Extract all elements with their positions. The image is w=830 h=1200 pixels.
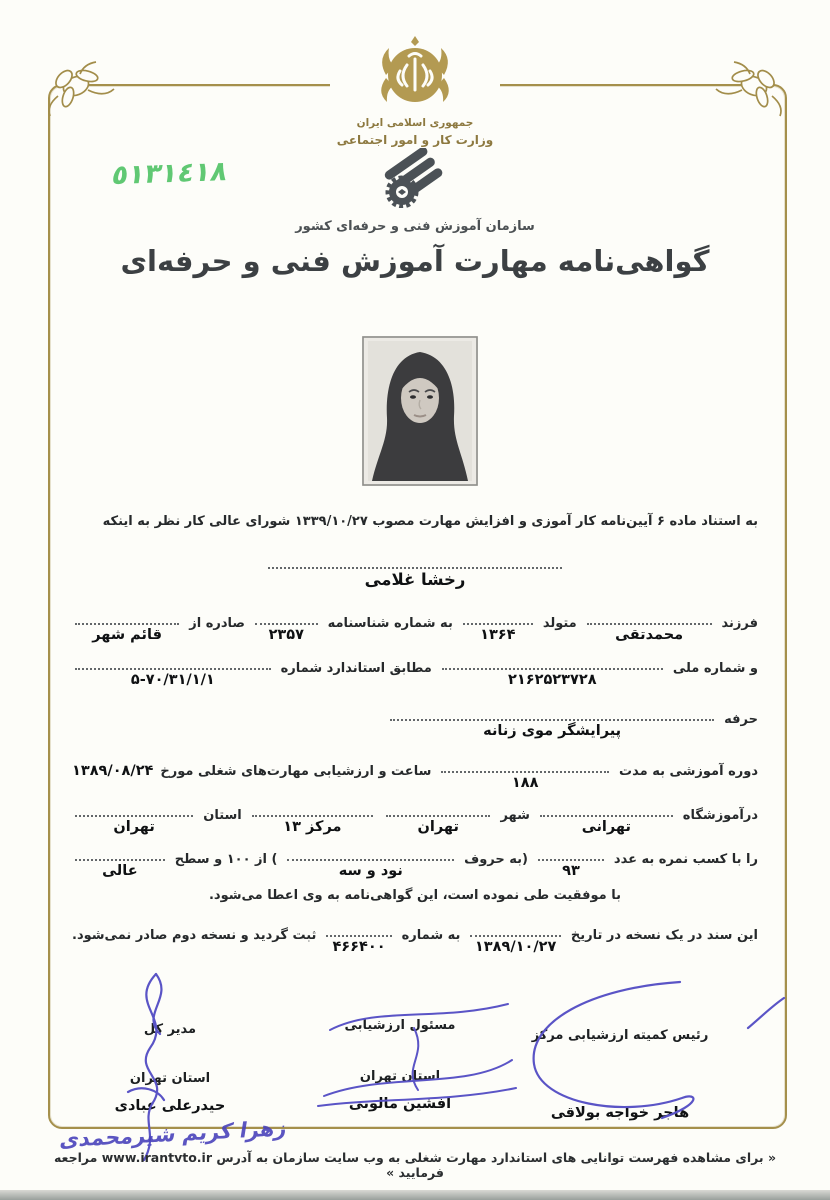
iran-national-emblem-icon [330, 32, 500, 122]
father-name-fill [584, 614, 715, 643]
signature-block-right [520, 1028, 720, 1121]
birth-year-fill [460, 614, 536, 643]
score-words-fill [284, 850, 457, 879]
national-id: ۲۱۶۲۵۲۳۷۲۸ [508, 672, 597, 688]
right-signatory-title: رئیس کمیته ارزشیابی مرکز [531, 1028, 709, 1043]
success-line: با موفقیت طی نموده است، این گواهی‌نامه به وی اعطا می‌شود. [208, 888, 622, 903]
portrait-photo [362, 336, 478, 486]
score-words-label: (به حروف [464, 852, 528, 867]
middle-signatory-title: مسئول ارزشیابی [344, 1018, 456, 1033]
city-label: شهر [500, 808, 530, 823]
institute-row [72, 806, 758, 848]
middle-signatory-name: افشین مالونی [348, 1096, 452, 1112]
trainee-name: رخشا غلامی [364, 570, 466, 589]
score-fill [535, 850, 607, 879]
evaluation-label: ساعت و ارزشیابی مهارت‌های شغلی مورخ [160, 764, 432, 779]
center-fill [249, 806, 376, 835]
father-label: فرزند [721, 616, 758, 631]
issued-from-label: صادره از [189, 616, 245, 631]
gold-border-frame [48, 84, 787, 1129]
registry-number-fill [323, 926, 394, 955]
organization-line: سازمان آموزش فنی و حرفه‌ای کشور [295, 219, 535, 234]
registry-suffix: ثبت گردید و نسخه دوم صادر نمی‌شود. [72, 928, 317, 943]
scan-edge-artifact [0, 1190, 830, 1200]
score-label: را با کسب نمره به عدد [613, 852, 758, 867]
signature-block-left [95, 1022, 245, 1114]
duration-label: دوره آموزشی به مدت [619, 764, 758, 779]
left-signatory-region: استان تهران [129, 1071, 211, 1086]
national-id-fill [439, 659, 666, 688]
level: عالی [102, 863, 138, 879]
trainee-name-fill [265, 558, 565, 589]
duration-hours: ۱۸۸ [511, 775, 539, 791]
evaluation-date: ۱۳۸۹/۰۸/۲۴ [72, 763, 154, 779]
serial-number: ٥١٣١٤١٨ [109, 155, 231, 192]
province: تهران [113, 819, 155, 835]
city: تهران [417, 819, 459, 835]
institute-name-fill [537, 806, 676, 835]
left-signatory-name: حیدرعلی عبادی [114, 1098, 226, 1114]
profession-fill [387, 710, 717, 739]
signature-block-middle [320, 1018, 480, 1112]
footer-note: « برای مشاهده فهرست توانایی های استاندارد مهارت شغلی به وب سایت سازمان به آدرس www.irantvto.ir مراجعه فرمایید » [53, 1150, 777, 1180]
middle-signatory-region: استان تهران [359, 1069, 441, 1084]
id-number-fill [252, 614, 321, 643]
intro-line: به استناد ماده ۶ آیین‌نامه کار آموزی و افزایش مهارت مصوب ۱۳۳۹/۱۰/۲۷ شورای عالی کار نظر به اینکه [102, 514, 758, 529]
duration-hours-fill [438, 762, 612, 791]
floral-corner-ornament-icon [712, 56, 796, 122]
level-fill [72, 850, 168, 879]
handwritten-note: زهرا کریم شیرمحمدی [58, 1115, 289, 1153]
profession-label: حرفه [724, 712, 758, 727]
registry-number: ۴۶۶۴۰۰ [332, 939, 386, 955]
national-id-label: و شماره ملی [672, 661, 758, 676]
parentage-row [72, 614, 758, 656]
id-number: ۲۳۵۷ [268, 627, 304, 643]
score-row [72, 850, 758, 892]
issued-from-fill [72, 614, 182, 643]
province-label: استان [203, 808, 242, 823]
center-number: مرکز ۱۳ [283, 819, 342, 835]
profession-row [72, 710, 758, 752]
score-words: نود و سه [338, 863, 403, 879]
institute-label: درآموزشگاه [682, 808, 758, 823]
registry-date-label: این سند در یک نسخه در تاریخ [570, 928, 758, 943]
issued-from: قائم شهر [92, 627, 162, 643]
level-label: ) از ۱۰۰ و سطح [174, 852, 278, 867]
registry-row [72, 926, 758, 968]
country-line: جمهوری اسلامی ایران [356, 117, 474, 129]
institute-name: تهرانی [581, 819, 631, 835]
certificate-title: گواهی‌نامه مهارت آموزش فنی و حرفه‌ای [120, 244, 710, 278]
national-id-row [72, 659, 758, 701]
right-signatory-name: هاجر خواجه بولاقی [550, 1105, 690, 1121]
registry-date-fill [467, 926, 563, 955]
left-signatory-title: مدیر کل [143, 1022, 197, 1037]
standard-number-fill [72, 659, 274, 688]
province-fill [72, 806, 196, 835]
floral-corner-ornament-icon [34, 56, 118, 122]
trainee-name-row [72, 558, 758, 600]
registry-number-label: به شماره [401, 928, 461, 943]
standard-label: مطابق استاندارد شماره [280, 661, 432, 676]
duration-row [72, 762, 758, 804]
father-name: محمدتقی [615, 627, 684, 643]
birth-year: ۱۳۶۴ [480, 627, 516, 643]
tvto-gear-logo-icon [384, 148, 446, 212]
score-number: ۹۳ [562, 863, 580, 879]
profession: پیرایشگر موی زنانه [483, 723, 622, 739]
city-fill [383, 806, 493, 835]
standard-number: ۵-۷۰/۳۱/۱/۱ [130, 672, 215, 688]
id-number-label: به شماره شناسنامه [327, 616, 453, 631]
ministry-line: وزارت کار و امور اجتماعی [336, 133, 494, 147]
born-label: متولد [542, 616, 577, 631]
registry-date: ۱۳۸۹/۱۰/۲۷ [474, 939, 557, 955]
